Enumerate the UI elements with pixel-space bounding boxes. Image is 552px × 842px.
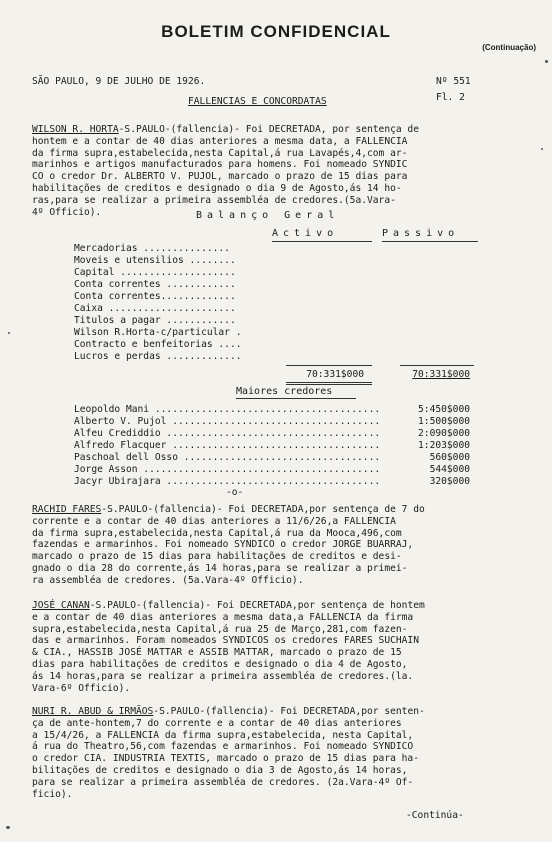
total-activo: 70:331$000 bbox=[306, 369, 364, 380]
balance-total-row bbox=[0, 369, 552, 381]
page-title: BOLETIM CONFIDENCIAL bbox=[161, 22, 391, 41]
creditor-row: Alfeu Crediddio ..................................... 2:090$000 bbox=[74, 428, 470, 439]
activo-header: Activo bbox=[272, 228, 339, 239]
sheet-number: Fl. 2 bbox=[436, 92, 465, 103]
entry-rachid-fares: RACHID FARES-S.PAULO-(fallencia)- Foi DECRETADA,por sentença de 7 do corrente e a contar de 40 dias anteriores a 11/6/26,a FALLENCIA da firma supra,estabelecida,nesta Capital,á rua da Mooca,496,com fazendas e armarinhos. Foi nomeado SYNDICO o credor JORGE BUARRAJ, marcado o prazo de 15 dias para habilitações de creditos e desi- gnado o dia 28 do corrente,ás 14 horas,para se realizar a primei- ra assembléa de credores. (5a.Vara-4º Officio). bbox=[32, 504, 425, 586]
entry-name: WILSON R. HORTA bbox=[32, 124, 119, 135]
continue-note: -Continúa- bbox=[406, 810, 464, 821]
paper-speck bbox=[8, 332, 10, 334]
paper-speck bbox=[545, 60, 548, 63]
balance-title: Balanço Geral bbox=[196, 210, 340, 221]
creditor-row: Leopoldo Mani ....................................... 5:450$000 bbox=[74, 404, 470, 415]
passivo-total-rule bbox=[400, 365, 474, 366]
creditor-row: Paschoal dell Osso .................................. 560$000 bbox=[74, 452, 470, 463]
creditor-row: Alfredo Flacquer .................................... 1:203$000 bbox=[74, 440, 470, 451]
section-heading: FALLENCIAS E CONCORDATAS bbox=[188, 96, 327, 107]
total-passivo: 70:331$000 bbox=[412, 369, 470, 380]
creditors-title: Maiores credores bbox=[236, 386, 333, 397]
creditors-title-rule bbox=[236, 398, 356, 399]
bulletin-number: Nº 551 bbox=[436, 76, 471, 87]
entry-jose-canan: JOSÉ CANAN-S.PAULO-(fallencia)- Foi DECRETADA,por sentença de hontem e a contar de 40 dias anteriores a mesma data,a FALLENCIA da firma supra,estabelecida,nesta Capital,á rua 25 de Março,281,com fazen- das e armarinhos. Foram nomeados SYNDICOS os credores FARES SUCHAIN & CIA., HASSIB JOSÉ MATTAR e ASSIB MATTAR, marcado o prazo de 15 dias para habilitações de creditos e designado o dia 4 de Agosto, ás 14 horas,para se realizar a primeira assembléa de credores.(la. Vara-6º Officio). bbox=[32, 600, 425, 694]
paper-speck bbox=[541, 148, 543, 150]
activo-header-rule bbox=[272, 241, 372, 242]
activo-double-rule bbox=[286, 382, 372, 385]
entry-name: RACHID FARES bbox=[32, 504, 102, 515]
creditor-row: Jacyr Ubirajara ..................................... 320$000 bbox=[74, 476, 470, 487]
section-separator: -o- bbox=[226, 487, 244, 498]
continuation-note: (Continuação) bbox=[482, 43, 536, 52]
creditor-row: Alberto V. Pujol .................................... 1:500$000 bbox=[74, 416, 470, 427]
entry-name: JOSÉ CANAN bbox=[32, 600, 90, 611]
creditor-row: Jorge Asson ......................................... 544$000 bbox=[74, 464, 470, 475]
paper-speck bbox=[6, 826, 10, 829]
dateline: SÃO PAULO, 9 DE JULHO DE 1926. bbox=[32, 76, 206, 87]
activo-total-rule bbox=[286, 365, 372, 366]
entry-name: NURI R. ABUD & IRMÃOS bbox=[32, 706, 154, 717]
passivo-header: Passivo bbox=[382, 228, 460, 239]
entry-wilson-horta: WILSON R. HORTA-S.PAULO-(fallencia)- Foi DECRETADA, por sentença de hontem e a contar de 40 dias anteriores a mesma data, a FALLENCIA da firma supra,estabelecida,nesta Capital,á rua Lavapés,4,com ar- marinhos e artigos manufacturados para homens. Foi nomeado SYNDIC CO o credor Dr. ALBERTO V. PUJOL, marcado o prazo de 15 dias para habilitações de creditos e designado o dia 9 de Agosto,ás 14 ho- ras,para se realizar a primeira assembléa de credores.(5a.Vara- 4º Officio). bbox=[32, 124, 419, 218]
document-page: BOLETIM CONFIDENCIAL (Continuação) SÃO PAULO, 9 DE JULHO DE 1926. Nº 551 Fl. 2 FALLENCIAS E CONCORDATAS WILSON R. HORTA-S.PAULO-(fallencia)- Foi DECRETADA, por sentença de hontem e a contar de 40 dias anteriores a mesma data, a FALLENCIA da firma supra,estabelecida,nesta Capital,á rua Lavapés,4,com ar- marinhos e artigos manufacturados para homens. Foi nomeado SYNDIC CO o credor Dr. ALBERTO V. PUJOL, marcado o prazo de 15 dias para habilitações de creditos e designado o dia 9 de Agosto,ás 14 ho- ras,para se realizar a primeira assembléa de credores.(5a.Vara- 4º Officio). Balanço Geral Activo Passivo Mercadorias ............... Moveis e utensilios ........ Capital .................... Conta correntes ............ Conta correntes............. Caixa ...................... Titulos a pagar ............ Wilson R.Horta-c/particular . Contracto e benfeitorias .... Lucros e perdas ............. 70:331$000 70:331$000 Maiores credores Leopoldo Mani ....................................... 5:450$000 Alberto V. Pujol .................................... 1:500$000 Alfeu Crediddio ..................................... 2:090$000 Alfredo Flacquer .................................... 1:203$000 Paschoal dell Osso .................................. 560$000 Jorge Asson ......................................... 544$000 Jacyr Ubirajara ..................................... 320$000 -o- RACHID FARES-S.PAULO-(fallencia)- Foi DECRETADA,por sentença de 7 do corrente e a contar de 40 dias anteriores a 11/6/26,a FALLENCIA da firma supra,estabelecida,nesta Capital,á rua da Mooca,496,com fazendas e armarinhos. Foi nomeado SYNDICO o credor JORGE BUARRAJ, marcado o prazo de 15 dias para habilitações de creditos e desi- gnado o dia 28 do corrente,ás 14 horas,para se realizar a primei- ra assembléa de credores. (5a.Vara-4º Officio). JOSÉ CANAN-S.PAULO-(fallencia)- Foi DECRETADA,por sentença de hontem e a contar de 40 dias anteriores a mesma data,a FALLENCIA da firma supra,estabelecida,nesta Capital,á rua 25 de Março,281,com fazen- das e armarinhos. Foram nomeados SYNDICOS os credores FARES SUCHAIN & CIA., HASSIB JOSÉ MATTAR e ASSIB MATTAR, marcado o prazo de 15 dias para habilitações de creditos e designado o dia 4 de Agosto, ás 14 horas,para se realizar a primeira assembléa de credores.(la. Vara-6º Officio). NURI R. ABUD & IRMÃOS-S.PAULO-(fallencia)- Foi DECRETADA,por senten- ça de ante-hontem,7 do corrente e a contar de 40 dias anteriores a 15/4/26, a FALLENCIA da firma supra,estabelecida, nesta Capital, á rua do Theatro,56,com fazendas e armarinhos. Foi nomeado SYNDICO o credor CIA. INDUSTRIA TEXTIS, marcado o prazo de 15 dias para ha- bilitações de creditos e designado o dia 3 de Agosto,ás 14 horas, para se realizar a primeira assembléa de credores. (2a.Vara-4º Of- ficio). -Continúa- bbox=[0, 0, 552, 842]
passivo-header-rule bbox=[382, 241, 478, 242]
entry-nuri-abud: NURI R. ABUD & IRMÃOS-S.PAULO-(fallencia)- Foi DECRETADA,por senten- ça de ante-hontem,7 do corrente e a contar de 40 dias anteriores a 15/4/26, a FALLENCIA da firma supra,estabelecida, nesta Capital, á rua do Theatro,56,com fazendas e armarinhos. Foi nomeado SYNDICO o credor CIA. INDUSTRIA TEXTIS, marcado o prazo de 15 dias para ha- bilitações de creditos e designado o dia 3 de Agosto,ás 14 horas, para se realizar a primeira assembléa de credores. (2a.Vara-4º Of- ficio). bbox=[32, 706, 425, 800]
